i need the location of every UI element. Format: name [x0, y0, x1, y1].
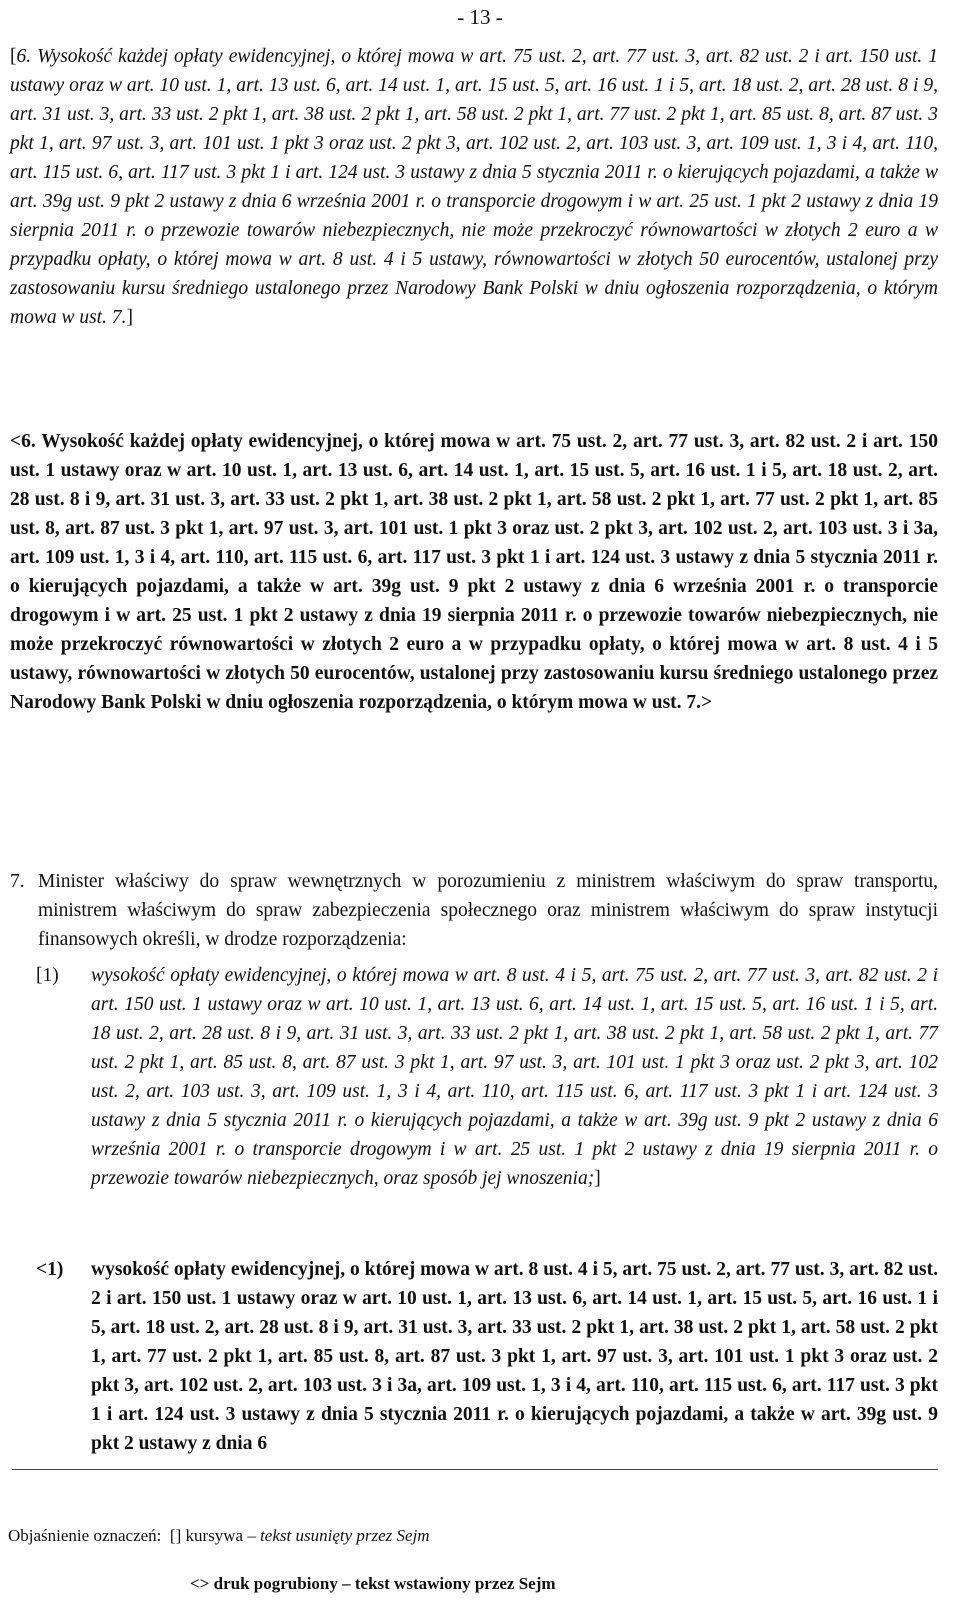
- point-1-removed-text: wysokość opłaty ewidencyjnej, o której mowa w art. 8 ust. 4 i 5, art. 75 ust. 2, art. 77 ust. 3, art. 82 ust. 2 i art. 150 ust. 1 ustawy oraz w art. 10 ust. 1, art. 13 ust. 6, art. 14 ust. 1, art. 15 ust. 5, art. 16 ust. 1 i 5, art. 18 ust. 2, art. 28 ust. 8 i 9, art. 31 ust. 3, art. 33 ust. 2 pkt 1, art. 38 ust. 2 pkt 1, art. 58 ust. 2 pkt 1, art. 77 ust. 2 pkt 1, art. 85 ust. 8, art. 87 ust. 3 pkt 1, art. 97 ust. 3, art. 101 ust. 1 pkt 3 oraz ust. 2 pkt 3, art. 102 ust. 2, art. 103 ust. 3, art. 109 ust. 1, 3 i 4, art. 110, art. 115 ust. 6, art. 117 ust. 3 pkt 1 i art. 124 ust. 3 ustawy z dnia 5 stycznia 2011 r. o kierujących pojazdami, a także w art. 39g ust. 9 pkt 2 ustawy z dnia 6 września 2001 r. o transporcie drogowym i w art. 25 ust. 1 pkt 2 ustawy z dnia 19 sierpnia 2011 r. o przewozie towarów niebezpiecznych, oraz sposób jej wnoszenia;: [91, 965, 938, 1189]
- legend-removed-desc: tekst usunięty przez Sejm: [260, 1526, 430, 1545]
- legend-line-removed: [8, 1525, 430, 1547]
- paragraph-7-number: 7.: [10, 871, 25, 892]
- close-bracket: ]: [126, 307, 133, 328]
- legend-removed-marker: [] kursywa: [169, 1526, 244, 1545]
- paragraph-6-removed: [10, 42, 938, 332]
- point-1-inserted-number: <1): [36, 1259, 64, 1280]
- point-1-inserted-text: wysokość opłaty ewidencyjnej, o której mowa w art. 8 ust. 4 i 5, art. 75 ust. 2, art. 77 ust. 3, art. 82 ust. 2 i art. 150 ust. 1 ustawy oraz w art. 10 ust. 1, art. 13 ust. 6, art. 14 ust. 1, art. 15 ust. 5, art. 16 ust. 1 i 5, art. 18 ust. 2, art. 28 ust. 8 i 9, art. 31 ust. 3, art. 33 ust. 2 pkt 1, art. 38 ust. 2 pkt 1, art. 58 ust. 2 pkt 1, art. 77 ust. 2 pkt 1, art. 85 ust. 8, art. 87 ust. 3 pkt 1, art. 97 ust. 3, art. 101 ust. 1 pkt 3 oraz ust. 2 pkt 3, art. 102 ust. 2, art. 103 ust. 3 i 3a, art. 109 ust. 1, 3 i 4, art. 110, art. 115 ust. 6, art. 117 ust. 3 pkt 1 i art. 124 ust. 3 ustawy z dnia 5 stycznia 2011 r. o kierujących pojazdami, a także w art. 39g ust. 9 pkt 2 ustawy z dnia 6: [91, 1259, 938, 1454]
- point-1-inserted: [36, 1255, 938, 1458]
- point-1-removed-number: [1): [36, 965, 59, 986]
- legend-line-added: <> druk pogrubiony – tekst wstawiony przez Sejm: [190, 1574, 556, 1593]
- page-number: - 13 -: [457, 5, 503, 29]
- paragraph-7: [10, 867, 938, 954]
- paragraph-6-removed-text: 6. Wysokość każdej opłaty ewidencyjnej, o której mowa w art. 75 ust. 2, art. 77 ust. 3, art. 82 ust. 2 i art. 150 ust. 1 ustawy oraz w art. 10 ust. 1, art. 13 ust. 6, art. 14 ust. 1, art. 15 ust. 5, art. 16 ust. 1 i 5, art. 18 ust. 2, art. 28 ust. 8 i 9, art. 31 ust. 3, art. 33 ust. 2 pkt 1, art. 38 ust. 2 pkt 1, art. 58 ust. 2 pkt 1, art. 77 ust. 2 pkt 1, art. 85 ust. 8, art. 87 ust. 3 pkt 1, art. 97 ust. 3, art. 101 ust. 1 pkt 3 oraz ust. 2 pkt 3, art. 102 ust. 2, art. 103 ust. 3, art. 109 ust. 1, 3 i 4, art. 110, art. 115 ust. 6, art. 117 ust. 3 pkt 1 i art. 124 ust. 3 ustawy z dnia 5 stycznia 2011 r. o kierujących pojazdami, a także w art. 39g ust. 9 pkt 2 ustawy z dnia 6 września 2001 r. o transporcie drogowym i w art. 25 ust. 1 pkt 2 ustawy z dnia 19 sierpnia 2011 r. o przewozie towarów niebezpiecznych, nie może przekroczyć równowartości w złotych 2 euro a w przypadku opłaty, o której mowa w art. 8 ust. 4 i 5 ustawy, równowartości w złotych 50 eurocentów, ustalonej przy zastosowaniu kursu średniego ustalonego przez Narodowy Bank Polski w dniu ogłoszenia rozporządzenia, o którym mowa w ust. 7.: [10, 46, 938, 328]
- paragraph-7-text: Minister właściwy do spraw wewnętrznych w porozumieniu z ministrem właściwym do spraw transportu, ministrem właściwym do spraw zabezpieczenia społecznego oraz ministrem właściwym do spraw instytucji finansowych określi, w drodze rozporządzenia:: [38, 871, 938, 950]
- paragraph-6-inserted: <6. Wysokość każdej opłaty ewidencyjnej, o której mowa w art. 75 ust. 2, art. 77 ust. 3, art. 82 ust. 2 i art. 150 ust. 1 ustawy oraz w art. 10 ust. 1, art. 13 ust. 6, art. 14 ust. 1, art. 15 ust. 5, art. 16 ust. 1 i 5, art. 18 ust. 2, art. 28 ust. 8 i 9, art. 31 ust. 3, art. 33 ust. 2 pkt 1, art. 38 ust. 2 pkt 1, art. 58 ust. 2 pkt 1, art. 77 ust. 2 pkt 1, art. 85 ust. 8, art. 87 ust. 3 pkt 1, art. 97 ust. 3, art. 101 ust. 1 pkt 3 oraz ust. 2 pkt 3, art. 102 ust. 2, art. 103 ust. 3 i 3a, art. 109 ust. 1, 3 i 4, art. 110, art. 115 ust. 6, art. 117 ust. 3 pkt 1 i art. 124 ust. 3 ustawy z dnia 5 stycznia 2011 r. o kierujących pojazdami, a także w art. 39g ust. 9 pkt 2 ustawy z dnia 6 września 2001 r. o transporcie drogowym i w art. 25 ust. 1 pkt 2 ustawy z dnia 19 sierpnia 2011 r. o przewozie towarów niebezpiecznych, nie może przekroczyć równowartości w złotych 2 euro a w przypadku opłaty, o której mowa w art. 8 ust. 4 i 5 ustawy, równowartości w złotych 50 eurocentów, ustalonej przy zastosowaniu kursu średniego ustalonego przez Narodowy Bank Polski w dniu ogłoszenia rozporządzenia, o którym mowa w ust. 7.>: [10, 431, 938, 713]
- footer-divider: [12, 1469, 938, 1470]
- legend-dash: –: [247, 1526, 256, 1545]
- point-1-removed: [36, 961, 938, 1193]
- close-bracket: ]: [594, 1168, 601, 1189]
- open-bracket: [: [10, 46, 17, 67]
- legend-label: Objaśnienie oznaczeń:: [8, 1526, 162, 1545]
